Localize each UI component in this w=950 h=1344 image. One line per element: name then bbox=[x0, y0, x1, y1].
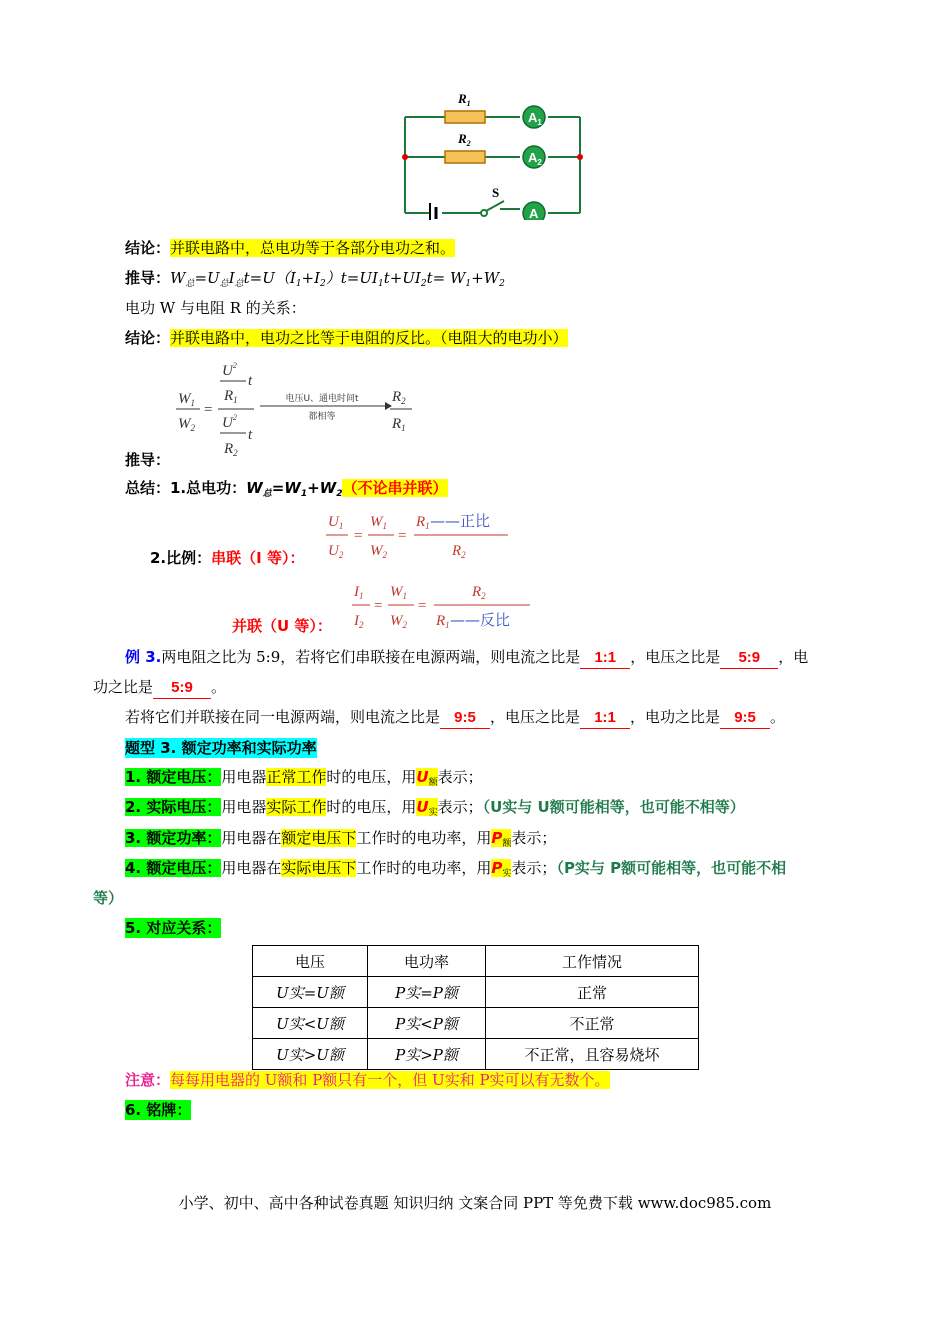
item-2-symbol: $U_实$ bbox=[416, 798, 438, 818]
svg-text:=: = bbox=[204, 402, 213, 418]
svg-text:=: = bbox=[418, 598, 427, 614]
example-text-2: ，电压之比是 bbox=[630, 648, 721, 666]
answer-series-work: 5:9 bbox=[153, 678, 211, 699]
svg-text:A1: $A_1$ bbox=[528, 110, 542, 127]
example-text-8: ，电功之比是 bbox=[630, 708, 721, 726]
conclusion-2 bbox=[125, 328, 568, 348]
ratio-label: 2.比例： bbox=[150, 549, 212, 567]
table-cell: 不正常 bbox=[486, 1008, 699, 1039]
svg-text:U2: $U^2$ bbox=[222, 361, 237, 379]
item-actual-voltage bbox=[125, 797, 745, 823]
table-cell: P实<P额 bbox=[368, 1008, 486, 1039]
parallel-fan: ——反比 bbox=[450, 611, 511, 629]
ratio-parallel: 并联（U 等）： bbox=[232, 617, 332, 635]
item-1-end: 表示； bbox=[437, 768, 483, 786]
svg-text:W2: $W_2$ bbox=[178, 416, 195, 433]
svg-text:W1: $W_1$ bbox=[390, 584, 407, 601]
item-4-highlight: 实际电压下 bbox=[281, 859, 357, 877]
example-text-9: 。 bbox=[770, 708, 786, 726]
r2-resistor bbox=[445, 151, 485, 163]
notice-label: 注意： bbox=[125, 1071, 171, 1089]
item-1-post: 时的电压，用 bbox=[326, 768, 417, 786]
series-zheng: ——正比 bbox=[430, 512, 491, 530]
example-line-2 bbox=[93, 677, 226, 699]
svg-text:U2: $U^2$ bbox=[222, 413, 237, 431]
ratio-derivation-formula bbox=[170, 355, 430, 465]
correspondence-table bbox=[252, 945, 699, 1070]
parallel-circuit-diagram bbox=[400, 85, 585, 220]
item-4-note: （P实与 P额可能相等，也可能不相 bbox=[556, 859, 787, 877]
svg-text:W1: $W_1$ bbox=[370, 514, 387, 531]
svg-text:U2: $U_2$ bbox=[328, 543, 344, 560]
arrow-condition-bottom: 都相等 bbox=[308, 412, 336, 422]
svg-text:A2: $A_2$ bbox=[528, 150, 542, 167]
svg-text:R2: $R_2$ bbox=[224, 441, 238, 458]
svg-text:=: = bbox=[398, 528, 407, 544]
svg-text:R1: $R_1$ bbox=[436, 613, 450, 630]
page-footer: 小学、初中、高中各种试卷真题 知识归纳 文案合同 PPT 等免费下载 www.doc985.com bbox=[178, 1194, 772, 1212]
item-3-highlight: 额定电压下 bbox=[281, 829, 357, 847]
item-3-pre: 用电器在 bbox=[221, 829, 282, 847]
item-2-label: 2. 实际电压： bbox=[125, 798, 222, 816]
svg-text:W2: $W_2$ bbox=[390, 613, 407, 630]
table-cell: P实>P额 bbox=[368, 1039, 486, 1070]
item-2-end: 表示； bbox=[437, 798, 483, 816]
svg-text:W1: $W_1$ bbox=[178, 391, 195, 408]
answer-series-current: 1:1 bbox=[580, 648, 630, 669]
answer-series-voltage: 5:9 bbox=[720, 648, 778, 669]
derivation-1-formula: $W_总=U_总I_总t=U(I_1+I_2)t=UI_1t+UI_2t= W_1+W_2$ bbox=[170, 269, 505, 289]
item-1-pre: 用电器 bbox=[221, 768, 267, 786]
table-cell: 不正常，且容易烧坏 bbox=[486, 1039, 699, 1070]
notice-text: 每每用电器的 U额和 P额只有一个，但 U实和 P实可以有无数个。 bbox=[170, 1071, 610, 1089]
item-2-post: 时的电压，用 bbox=[326, 798, 417, 816]
item-1-symbol: $U_额$ bbox=[416, 768, 438, 788]
section-title: 题型 3. 额定功率和实际功率 bbox=[125, 739, 317, 757]
svg-text:R2: $R_2$ bbox=[392, 389, 406, 406]
svg-text:t: t bbox=[248, 373, 253, 389]
conclusion-1-label: 结论： bbox=[125, 239, 171, 257]
derivation-1-label: 推导： bbox=[125, 269, 171, 287]
item-4-note-continued: 等） bbox=[93, 889, 124, 907]
conclusion-2-label: 结论： bbox=[125, 329, 171, 347]
answer-parallel-current: 9:5 bbox=[440, 708, 490, 729]
table-cell: 正常 bbox=[486, 977, 699, 1008]
table-row bbox=[253, 977, 699, 1008]
table-header-row bbox=[253, 946, 699, 977]
item-correspondence-label: 5. 对应关系： bbox=[125, 919, 222, 937]
table-row bbox=[253, 1039, 699, 1070]
item-1-highlight: 正常工作 bbox=[266, 768, 327, 786]
item-4-post: 工作时的电功率，用 bbox=[356, 859, 492, 877]
svg-text:R2: $R_2$ bbox=[472, 584, 486, 601]
parallel-ratio-formula bbox=[348, 575, 548, 635]
svg-text:R2: $R_2$ bbox=[458, 131, 471, 148]
ratio-series-label bbox=[150, 548, 304, 568]
svg-text:=: = bbox=[354, 528, 363, 544]
answer-parallel-work: 9:5 bbox=[720, 708, 770, 729]
table-header: 电功率 bbox=[368, 946, 486, 977]
table-row bbox=[253, 1008, 699, 1039]
item-nameplate-label: 6. 铭牌： bbox=[125, 1101, 192, 1119]
item-actual-power bbox=[125, 858, 786, 884]
svg-text:S: S bbox=[492, 185, 500, 200]
svg-text:R1: $R_1$ bbox=[416, 514, 430, 531]
ratio-series: 串联（I 等）： bbox=[211, 549, 305, 567]
item-3-symbol: $P_额$ bbox=[491, 829, 512, 849]
conclusion-2-text: 并联电路中，电功之比等于电阻的反比。（电阻大的电功小） bbox=[170, 329, 568, 347]
item-4-pre: 用电器在 bbox=[221, 859, 282, 877]
example-text-5: 。 bbox=[211, 678, 227, 696]
summary bbox=[125, 478, 448, 504]
derivation-1 bbox=[125, 268, 505, 294]
conclusion-1-text: 并联电路中，总电功等于各部分电功之和。 bbox=[170, 239, 456, 257]
item-rated-voltage bbox=[125, 767, 483, 793]
table-cell: U实>U额 bbox=[253, 1039, 368, 1070]
item-2-pre: 用电器 bbox=[221, 798, 267, 816]
table-cell: U实=U额 bbox=[253, 977, 368, 1008]
table-header: 电压 bbox=[253, 946, 368, 977]
table-header: 工作情况 bbox=[486, 946, 699, 977]
item-4-end: 表示； bbox=[511, 859, 557, 877]
svg-text:t: t bbox=[248, 427, 253, 443]
summary-note: （不论串并联） bbox=[342, 479, 448, 497]
notice bbox=[125, 1070, 610, 1090]
example-label: 例 3. bbox=[125, 648, 162, 666]
example-text-7: ，电压之比是 bbox=[490, 708, 581, 726]
item-3-post: 工作时的电功率，用 bbox=[356, 829, 492, 847]
summary-label: 总结：1.总电功： bbox=[125, 479, 247, 497]
relation-title: 电功 W 与电阻 R 的关系： bbox=[125, 299, 306, 317]
svg-text:A: A bbox=[529, 206, 539, 220]
table-cell: P实=P额 bbox=[368, 977, 486, 1008]
svg-text:I2: $I_2$ bbox=[354, 613, 364, 630]
summary-formula: $W_总=W_1+W_2$ bbox=[246, 479, 343, 499]
example-text-3: ，电 bbox=[778, 648, 809, 666]
item-1-label: 1. 额定电压： bbox=[125, 768, 222, 786]
item-2-highlight: 实际工作 bbox=[266, 798, 327, 816]
svg-text:=: = bbox=[374, 598, 383, 614]
svg-text:W2: $W_2$ bbox=[370, 543, 387, 560]
series-ratio-formula bbox=[322, 505, 522, 565]
example-text-4: 功之比是 bbox=[93, 678, 154, 696]
table-cell: U实<U额 bbox=[253, 1008, 368, 1039]
svg-text:U1: $U_1$ bbox=[328, 514, 344, 531]
item-rated-power bbox=[125, 828, 556, 854]
example-line-3 bbox=[125, 707, 785, 729]
item-2-note: （U实与 U额可能相等，也可能不相等） bbox=[482, 798, 745, 816]
example-text-1: 两电阻之比为 5:9，若将它们串联接在电源两端，则电流之比是 bbox=[161, 648, 581, 666]
svg-text:R1: $R_1$ bbox=[458, 91, 471, 108]
r1-resistor bbox=[445, 111, 485, 123]
item-3-label: 3. 额定功率： bbox=[125, 829, 222, 847]
answer-parallel-voltage: 1:1 bbox=[580, 708, 630, 729]
arrow-condition-top: 电压U、通电时间t bbox=[285, 394, 359, 404]
example-line-1 bbox=[125, 647, 808, 669]
derivation-2-label: 推导： bbox=[125, 451, 171, 469]
example-text-6: 若将它们并联接在同一电源两端，则电流之比是 bbox=[125, 708, 441, 726]
conclusion-1 bbox=[125, 238, 455, 258]
svg-text:R1: $R_1$ bbox=[392, 416, 406, 433]
item-4-label: 4. 额定电压： bbox=[125, 859, 222, 877]
svg-text:R1: $R_1$ bbox=[224, 388, 238, 405]
svg-text:R2: $R_2$ bbox=[452, 543, 466, 560]
item-3-end: 表示； bbox=[511, 829, 557, 847]
svg-text:I1: $I_1$ bbox=[354, 584, 364, 601]
item-4-symbol: $P_实$ bbox=[491, 859, 512, 879]
